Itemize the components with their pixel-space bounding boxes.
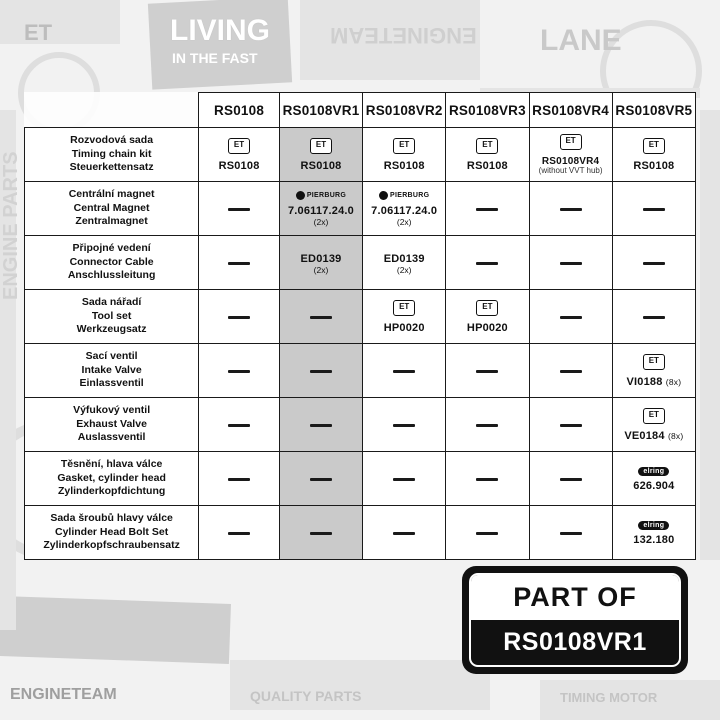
not-included-dash <box>476 424 498 427</box>
part-number: 7.06117.24.0 <box>371 204 438 217</box>
part-qty: (2x) <box>313 264 329 275</box>
table-row <box>25 290 696 344</box>
bg-word: QUALITY PARTS <box>250 688 362 704</box>
part-qty: (8x) <box>667 430 684 441</box>
cell-r5-c0 <box>199 398 280 452</box>
table-header <box>25 93 696 128</box>
cell-r2-c0 <box>199 236 280 290</box>
part-number: ED0139 <box>383 252 425 265</box>
table-row <box>25 236 696 290</box>
column-header-0: RS0108 <box>199 93 280 128</box>
row-label <box>25 452 199 506</box>
row-label <box>25 236 199 290</box>
not-included-dash <box>310 532 332 535</box>
cell-r3-c2 <box>363 290 446 344</box>
bg-word: ENGINE PARTS <box>0 151 22 300</box>
et-icon <box>393 300 415 316</box>
column-header-5: RS0108VR5 <box>612 93 695 128</box>
cell-r1-c5 <box>612 182 695 236</box>
cell-r7-c3 <box>446 506 529 560</box>
table-row <box>25 344 696 398</box>
not-included-dash <box>228 316 250 319</box>
row-label-en: Connector Cable <box>69 255 154 268</box>
not-included-dash <box>393 532 415 535</box>
cell-r4-c2 <box>363 344 446 398</box>
elring-icon: elring <box>638 521 669 530</box>
part-of-title-area <box>471 575 679 620</box>
bg-word: ENGINETEAM <box>330 23 477 48</box>
bg-word: TIMING MOTOR <box>560 690 658 705</box>
cell-r5-c4 <box>529 398 612 452</box>
bg-word: IN THE FAST <box>172 50 258 66</box>
et-icon <box>476 138 498 154</box>
part-number <box>613 430 695 442</box>
cell-r7-c2 <box>363 506 446 560</box>
table-row <box>25 506 696 560</box>
row-label-en: Gasket, cylinder head <box>57 471 166 484</box>
row-label-cz: Sada nářadí <box>81 296 142 309</box>
column-header-1: RS0108VR1 <box>279 93 362 128</box>
cell-r0-c1 <box>279 128 362 182</box>
cell-r2-c2 <box>363 236 446 290</box>
part-number: ED0139 <box>300 252 342 265</box>
cell-r3-c3 <box>446 290 529 344</box>
cell-r7-c5 <box>612 506 695 560</box>
part-number: RS0108 <box>633 159 675 172</box>
row-label-en: Intake Valve <box>81 363 142 376</box>
cell-r2-c4 <box>529 236 612 290</box>
row-label-de: Anschlussleitung <box>67 269 156 282</box>
part-number-text: VI0188 <box>626 375 663 388</box>
row-label-de: Zylinderkopfschraubensatz <box>43 539 180 552</box>
cell-r5-c2 <box>363 398 446 452</box>
cell-r1-c2 <box>363 182 446 236</box>
row-label <box>25 128 199 182</box>
row-label-de: Zylinderkopfdichtung <box>57 485 166 498</box>
part-qty: (2x) <box>313 216 329 227</box>
row-label-cz: Těsnění, hlava válce <box>60 458 163 471</box>
cell-r0-c2 <box>363 128 446 182</box>
not-included-dash <box>643 316 665 319</box>
et-icon <box>393 138 415 154</box>
part-of-title: PART OF <box>513 582 637 612</box>
pierburg-icon: PIERBURG <box>379 191 429 200</box>
bg-word: ET <box>24 20 53 45</box>
part-number: RS0108 <box>466 159 508 172</box>
row-label-de: Zentralmagnet <box>75 215 148 228</box>
cell-r4-c3 <box>446 344 529 398</box>
cell-r0-c3 <box>446 128 529 182</box>
part-number: 7.06117.24.0 <box>287 204 354 217</box>
part-qty: (2x) <box>396 264 412 275</box>
not-included-dash <box>476 478 498 481</box>
row-label-de: Einlassventil <box>79 377 144 390</box>
not-included-dash <box>228 424 250 427</box>
cell-r7-c1 <box>279 506 362 560</box>
not-included-dash <box>228 478 250 481</box>
table-row <box>25 128 696 182</box>
part-of-code: RS0108VR1 <box>503 628 647 656</box>
row-label-cz: Připojné vedení <box>72 242 151 255</box>
elring-icon: elring <box>638 467 669 476</box>
not-included-dash <box>393 424 415 427</box>
part-of-code-area <box>471 620 679 665</box>
cell-r2-c1 <box>279 236 362 290</box>
not-included-dash <box>476 262 498 265</box>
cell-r0-c5 <box>612 128 695 182</box>
not-included-dash <box>228 532 250 535</box>
et-icon <box>643 138 665 154</box>
cell-r0-c4 <box>529 128 612 182</box>
not-included-dash <box>560 424 582 427</box>
not-included-dash <box>310 424 332 427</box>
cell-r3-c0 <box>199 290 280 344</box>
row-label <box>25 182 199 236</box>
cell-r6-c0 <box>199 452 280 506</box>
part-number: RS0108 <box>300 159 342 172</box>
cell-r5-c3 <box>446 398 529 452</box>
cell-r4-c1 <box>279 344 362 398</box>
cell-r3-c1 <box>279 290 362 344</box>
cell-r4-c0 <box>199 344 280 398</box>
row-label <box>25 506 199 560</box>
cell-r1-c3 <box>446 182 529 236</box>
cell-r6-c3 <box>446 452 529 506</box>
cell-r1-c0 <box>199 182 280 236</box>
bg-shape <box>0 596 231 664</box>
bg-shape <box>0 0 120 44</box>
et-icon <box>310 138 332 154</box>
not-included-dash <box>643 208 665 211</box>
part-number: HP0020 <box>466 321 508 334</box>
bg-word: ENGINETEAM <box>10 686 117 703</box>
not-included-dash <box>393 478 415 481</box>
cell-r4-c5 <box>612 344 695 398</box>
cell-r7-c0 <box>199 506 280 560</box>
not-included-dash <box>560 316 582 319</box>
not-included-dash <box>560 478 582 481</box>
et-icon <box>643 354 665 370</box>
cell-r6-c4 <box>529 452 612 506</box>
part-number-text: VE0184 <box>624 429 665 442</box>
table-row <box>25 182 696 236</box>
et-icon <box>560 134 582 150</box>
kit-comparison-table <box>24 92 696 560</box>
not-included-dash <box>393 370 415 373</box>
not-included-dash <box>476 532 498 535</box>
table-row <box>25 398 696 452</box>
row-label <box>25 290 199 344</box>
row-label-cz: Centrální magnet <box>68 188 155 201</box>
not-included-dash <box>560 532 582 535</box>
not-included-dash <box>560 370 582 373</box>
part-number: HP0020 <box>383 321 425 334</box>
table-body <box>25 128 696 560</box>
part-number: RS0108 <box>218 159 260 172</box>
cell-r4-c4 <box>529 344 612 398</box>
part-of-badge-inner <box>469 573 681 667</box>
header-corner <box>25 93 199 128</box>
part-number: RS0108VR4 <box>541 155 600 167</box>
part-of-badge <box>462 566 688 674</box>
row-label-en: Exhaust Valve <box>76 417 147 430</box>
row-label-en: Tool set <box>91 309 132 322</box>
part-number <box>613 376 695 388</box>
row-label <box>25 344 199 398</box>
cell-r1-c1 <box>279 182 362 236</box>
cell-r7-c4 <box>529 506 612 560</box>
bg-shape <box>700 110 720 560</box>
column-header-3: RS0108VR3 <box>446 93 529 128</box>
comparison-table-wrapper <box>24 92 696 560</box>
table-header-row <box>25 93 696 128</box>
row-label <box>25 398 199 452</box>
row-label-cz: Sací ventil <box>85 350 138 363</box>
not-included-dash <box>560 262 582 265</box>
not-included-dash <box>228 262 250 265</box>
row-label-en: Central Magnet <box>73 201 150 214</box>
pierburg-icon: PIERBURG <box>296 191 346 200</box>
not-included-dash <box>228 370 250 373</box>
cell-r3-c5 <box>612 290 695 344</box>
row-label-cz: Sada šroubů hlavy válce <box>50 512 173 525</box>
et-icon <box>643 408 665 424</box>
bg-word: LIVING <box>170 14 271 47</box>
not-included-dash <box>476 370 498 373</box>
part-number: RS0108 <box>383 159 425 172</box>
cell-r1-c4 <box>529 182 612 236</box>
cell-r6-c1 <box>279 452 362 506</box>
et-icon <box>476 300 498 316</box>
cell-r2-c5 <box>612 236 695 290</box>
column-header-4: RS0108VR4 <box>529 93 612 128</box>
part-qty: (8x) <box>665 376 682 387</box>
row-label-en: Cylinder Head Bolt Set <box>55 525 169 538</box>
not-included-dash <box>310 478 332 481</box>
cell-r6-c2 <box>363 452 446 506</box>
row-label-de: Steuerkettensatz <box>69 161 154 174</box>
not-included-dash <box>476 208 498 211</box>
cell-r3-c4 <box>529 290 612 344</box>
part-number: 626.904 <box>633 480 675 492</box>
cell-r5-c1 <box>279 398 362 452</box>
part-qty: (2x) <box>396 216 412 227</box>
not-included-dash <box>310 316 332 319</box>
column-header-2: RS0108VR2 <box>363 93 446 128</box>
cell-r2-c3 <box>446 236 529 290</box>
not-included-dash <box>643 262 665 265</box>
part-note: (without VVT hub) <box>538 165 603 175</box>
cell-r5-c5 <box>612 398 695 452</box>
row-label-cz: Výfukový ventil <box>73 404 151 417</box>
not-included-dash <box>560 208 582 211</box>
row-label-de: Werkzeugsatz <box>76 323 147 336</box>
row-label-de: Auslassventil <box>77 431 146 444</box>
not-included-dash <box>228 208 250 211</box>
cell-r6-c5 <box>612 452 695 506</box>
bg-word: LANE <box>540 24 622 57</box>
row-label-en: Timing chain kit <box>71 147 152 160</box>
et-icon <box>228 138 250 154</box>
table-row <box>25 452 696 506</box>
part-number: 132.180 <box>633 534 675 546</box>
row-label-cz: Rozvodová sada <box>70 134 154 147</box>
not-included-dash <box>310 370 332 373</box>
cell-r0-c0 <box>199 128 280 182</box>
